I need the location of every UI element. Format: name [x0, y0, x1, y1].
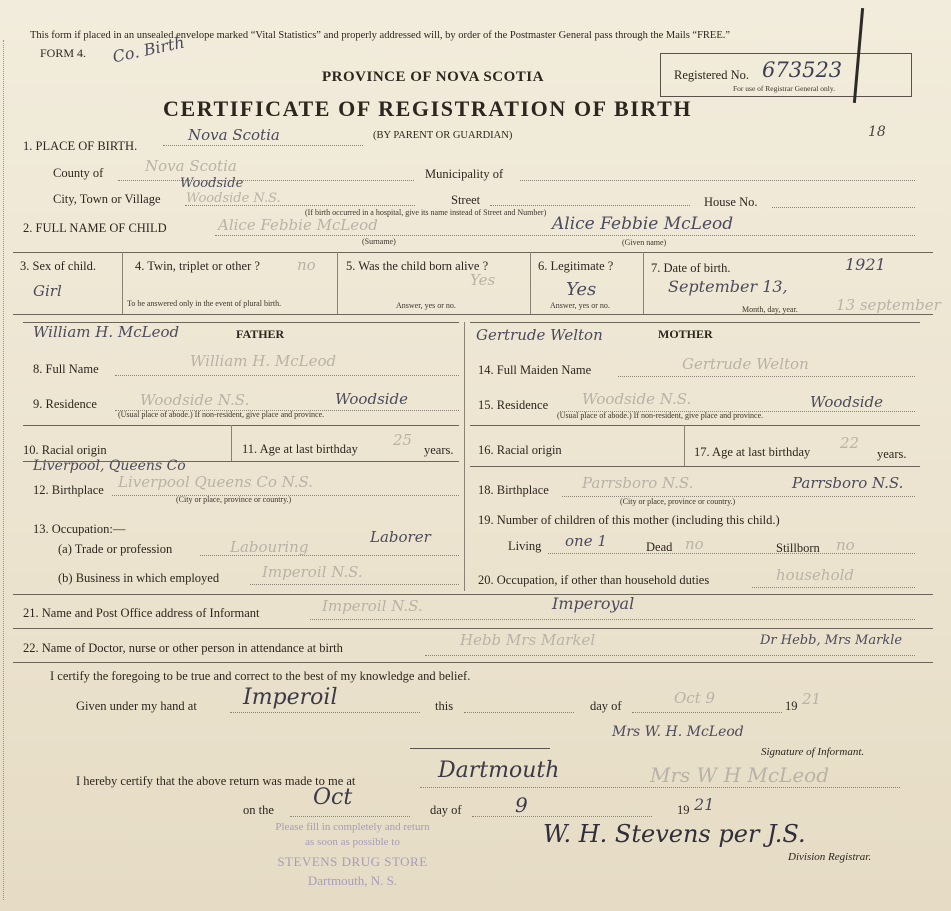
mother-age-value: 22 — [840, 434, 860, 452]
given-under-label: Given under my hand at — [76, 699, 197, 713]
mother-occupation-label: 20. Occupation, if other than household duties — [478, 573, 710, 587]
house-number-label: House No. — [704, 195, 758, 209]
father-age-value: 25 — [393, 431, 413, 449]
mother-residence-faint: Woodside N.S. — [582, 390, 692, 408]
doctor-value: Dr Hebb, Mrs Markle — [760, 633, 903, 648]
registered-label: Registered No. — [674, 68, 749, 82]
informant-value: Imperoyal — [552, 594, 635, 613]
county-value: Nova Scotia — [145, 157, 237, 175]
mother-birthplace-label: 18. Birthplace — [478, 483, 549, 497]
mother-birthplace-faint: Parrsboro N.S. — [582, 474, 694, 492]
father-residence-faint: Woodside N.S. — [140, 391, 250, 409]
place-of-birth-value: Nova Scotia — [188, 126, 280, 144]
given-year-value: 21 — [802, 690, 822, 708]
registered-number: 673523 — [762, 58, 843, 82]
father-occupation-label: 13. Occupation:— — [33, 522, 126, 536]
father-racial-label: 10. Racial origin — [23, 443, 107, 457]
dead-value: no — [685, 535, 704, 553]
father-abode-note: (Usual place of abode.) If non-resident, give place and province. — [118, 410, 325, 419]
given-year-prefix: 19 — [785, 699, 798, 713]
given-place: Imperoil — [243, 685, 338, 710]
city-faint-entry: Woodside N.S. — [186, 191, 281, 206]
day-of-label: day of — [590, 699, 622, 713]
registered-day: 9 — [515, 793, 528, 817]
registrar-place: Dartmouth — [438, 758, 560, 783]
mother-abode-note: (Usual place of abode.) If non-resident, give place and province. — [557, 411, 764, 420]
legitimate-label: 6. Legitimate ? — [538, 259, 614, 273]
registrar-year-prefix: 19 — [677, 803, 690, 817]
mother-age-years: years. — [877, 447, 907, 461]
father-trade-label: (a) Trade or profession — [58, 542, 173, 556]
certify-statement: I certify the foregoing to be true and correct to the best of my knowledge and belief. — [50, 669, 471, 683]
mother-maiden-faint: Gertrude Welton — [682, 355, 809, 373]
father-birthplace-handwritten: Liverpool, Queens Co — [33, 458, 186, 474]
surname-caption: (Surname) — [362, 237, 396, 246]
child-name-value: Alice Febbie McLeod — [552, 214, 734, 234]
certificate-title: CERTIFICATE OF REGISTRATION OF BIRTH — [163, 96, 693, 121]
certificate-subtitle: (BY PARENT OR GUARDIAN) — [373, 130, 513, 141]
father-full-name-faint: William H. McLeod — [190, 352, 337, 370]
on-the-label: on the — [243, 803, 274, 817]
return-stamp — [225, 821, 480, 889]
mother-city-note: (City or place, province or country.) — [620, 497, 736, 506]
father-heading: FATHER — [236, 327, 285, 341]
father-city-note: (City or place, province or country.) — [176, 495, 292, 504]
father-full-name-label: 8. Full Name — [33, 362, 99, 376]
registrar-signature-caption: Division Registrar. — [788, 851, 872, 863]
mother-age-label: 17. Age at last birthday — [694, 445, 811, 459]
registrar-signature: W. H. Stevens per J.S. — [543, 820, 806, 848]
father-trade-faint: Labouring — [230, 538, 309, 556]
mother-maiden-label: 14. Full Maiden Name — [478, 363, 592, 377]
province-heading: PROVINCE OF NOVA SCOTIA — [322, 69, 544, 85]
birth-year-value: 1921 — [845, 255, 886, 274]
corner-mark: 18 — [868, 124, 886, 140]
mother-occupation-faint: household — [776, 566, 855, 584]
mother-residence-value: Woodside — [810, 393, 884, 411]
mother-birthplace-value: Parrsboro N.S. — [792, 474, 904, 492]
registrar-day-of-label: day of — [430, 803, 462, 817]
registrar-faint-entry: Mrs W H McLeod — [650, 763, 830, 787]
mother-residence-label: 15. Residence — [478, 398, 549, 412]
legitimate-value: Yes — [566, 279, 597, 300]
stamp-line-1: Please fill in completely and return — [275, 821, 430, 833]
municipality-label: Municipality of — [425, 167, 504, 181]
birth-date-faint: 13 september — [836, 296, 941, 314]
twin-note: To be answered only in the event of plural birth. — [127, 299, 282, 308]
registrar-only-note: For use of Registrar General only. — [733, 84, 835, 93]
city-label: City, Town or Village — [53, 192, 161, 206]
left-edge-perforation — [3, 40, 4, 900]
informant-signature: Mrs W. H. McLeod — [612, 724, 744, 740]
registered-month: Oct — [313, 785, 353, 810]
given-name-caption: (Given name) — [622, 238, 667, 247]
father-birthplace-faint: Liverpool Queens Co N.S. — [118, 473, 314, 491]
born-alive-note: Answer, yes or no. — [396, 301, 456, 310]
form-number: FORM 4. — [40, 46, 87, 60]
doctor-faint: Hebb Mrs Markel — [460, 631, 596, 649]
sex-label: 3. Sex of child. — [20, 259, 97, 273]
father-name-handwritten: William H. McLeod — [33, 323, 180, 341]
child-name-label: 2. FULL NAME OF CHILD — [23, 221, 167, 235]
mail-notice: This form if placed in an unsealed envelope marked “Vital Statistics” and properly addressed will, by order of the Postmaster General pass through the Mails “FREE.” — [30, 30, 731, 41]
father-business-faint: Imperoil N.S. — [262, 563, 363, 581]
form-handwritten-note: Co. Birth — [110, 32, 187, 67]
living-value: one 1 — [565, 532, 607, 550]
legitimate-note: Answer, yes or no. — [550, 301, 610, 310]
doctor-label: 22. Name of Doctor, nurse or other person in attendance at birth — [23, 641, 343, 655]
stamp-line-2: as soon as possible to — [305, 836, 400, 848]
registrar-statement: I hereby certify that the above return was made to me at — [76, 774, 356, 788]
this-label: this — [435, 699, 454, 713]
born-alive-label: 5. Was the child born alive ? — [346, 259, 489, 273]
twin-label: 4. Twin, triplet or other ? — [135, 259, 260, 273]
stillborn-label: Stillborn — [776, 541, 820, 555]
mother-racial-label: 16. Racial origin — [478, 443, 562, 457]
city-value: Woodside — [180, 176, 244, 191]
father-business-label: (b) Business in which employed — [58, 571, 220, 585]
sex-value: Girl — [33, 282, 62, 300]
living-label: Living — [508, 539, 542, 553]
father-birthplace-label: 12. Birthplace — [33, 483, 104, 497]
date-of-birth-label: 7. Date of birth. — [651, 261, 731, 275]
stamp-line-4: Dartmouth, N. S. — [307, 873, 398, 888]
father-residence-label: 9. Residence — [33, 397, 97, 411]
stamp-line-3: STEVENS DRUG STORE — [277, 854, 428, 869]
twin-value: no — [297, 256, 316, 274]
father-trade-value: Laborer — [370, 528, 431, 546]
child-name-faint: Alice Febbie McLeod — [218, 216, 378, 234]
father-residence-value: Woodside — [335, 390, 409, 408]
informant-signature-caption: Signature of Informant. — [761, 746, 865, 758]
mother-children-label: 19. Number of children of this mother (including this child.) — [478, 513, 780, 527]
birth-date-value: September 13, — [668, 277, 788, 296]
street-label: Street — [451, 193, 481, 207]
given-day-value: Oct 9 — [674, 689, 716, 707]
mother-heading: MOTHER — [658, 327, 713, 341]
place-of-birth-label: 1. PLACE OF BIRTH. — [23, 139, 138, 153]
informant-label: 21. Name and Post Office address of Informant — [23, 606, 260, 620]
informant-faint: Imperoil N.S. — [322, 597, 423, 615]
hospital-note: (If birth occurred in a hospital, give its name instead of Street and Number) — [305, 208, 547, 217]
born-alive-value: Yes — [470, 271, 496, 289]
registrar-year-value: 21 — [694, 795, 715, 814]
father-age-label: 11. Age at last birthday — [242, 442, 358, 456]
father-age-years: years. — [424, 443, 454, 457]
date-format-note: Month, day, year. — [742, 305, 798, 314]
mother-name-handwritten: Gertrude Welton — [476, 326, 603, 344]
county-label: County of — [53, 166, 104, 180]
dead-label: Dead — [646, 540, 673, 554]
stillborn-value: no — [836, 536, 855, 554]
